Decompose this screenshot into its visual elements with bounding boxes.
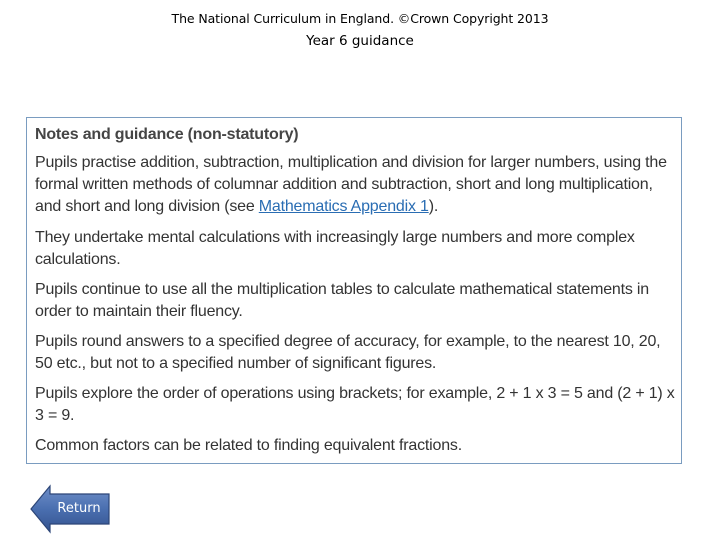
- notes-heading: Notes and guidance (non-statutory): [35, 126, 299, 143]
- notes-paragraph: Common factors can be related to finding equivalent fractions.: [35, 437, 462, 454]
- notes-paragraph: Pupils round answers to a specified degree of accuracy, for example, to the nearest 10, 20, 50 etc., but not to a specified number of significant figures.: [35, 333, 661, 372]
- return-button[interactable]: [30, 484, 110, 534]
- notes-paragraph: Pupils explore the order of operations using brackets; for example, 2 + 1 x 3 = 5 and (2 + 1) x 3 = 9.: [35, 385, 675, 424]
- notes-paragraph: They undertake mental calculations with increasingly large numbers and more complex calculations.: [35, 229, 635, 268]
- page-header-title: The National Curriculum in England. ©Crown Copyright 2013: [171, 11, 549, 26]
- notes-paragraph: [35, 152, 675, 218]
- paragraph-text: ).: [428, 198, 439, 215]
- return-button-label: Return: [57, 501, 101, 516]
- notes-paragraph: Pupils continue to use all the multiplication tables to calculate mathematical statements in order to maintain their fluency.: [35, 281, 649, 320]
- mathematics-appendix-link[interactable]: Mathematics Appendix 1: [258, 198, 429, 215]
- page-subtitle: Year 6 guidance: [306, 33, 414, 49]
- paragraph-text: Pupils practise addition, subtraction, multiplication and division for larger numbers, using the formal written methods of columnar addition and subtraction, short and long multiplication, and short and long division (see: [35, 154, 667, 215]
- notes-guidance-box: [26, 117, 682, 464]
